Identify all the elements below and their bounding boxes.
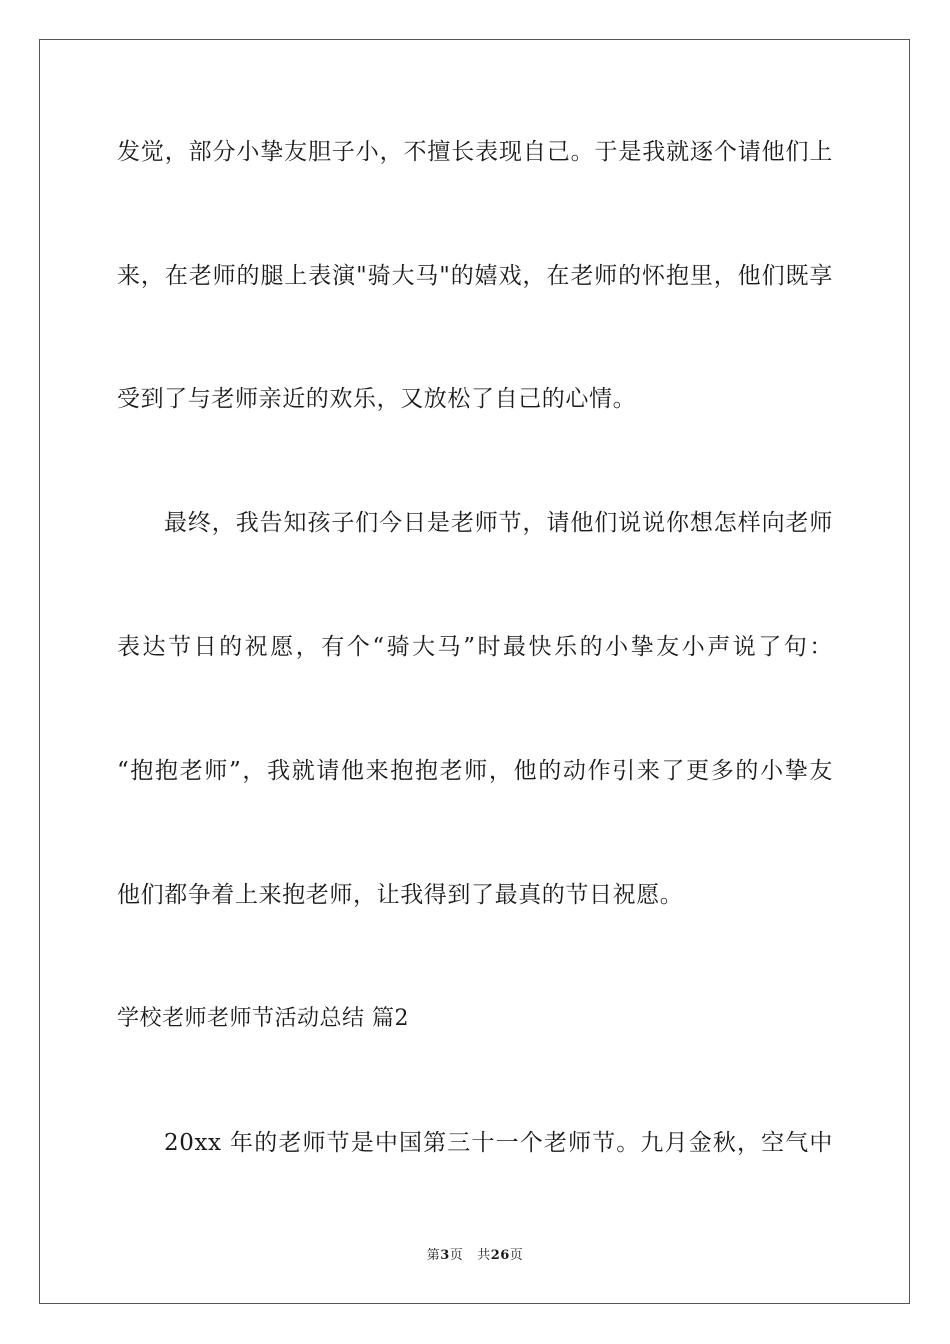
body-line-4: 最终，我告知孩子们今日是老师节，请他们说说你想怎样向老师 (164, 510, 833, 536)
page-footer (0, 1247, 950, 1265)
total-prefix: 共 (477, 1248, 491, 1263)
page-number: 3 (440, 1248, 450, 1263)
body-line-7: 他们都争着上来抱老师，让我得到了最真的节日祝愿。 (117, 882, 684, 908)
body-line-1: 发觉，部分小挚友胆子小，不擅长表现自己。于是我就逐个请他们上 (117, 139, 833, 165)
body-line-2: 来，在老师的腿上表演"骑大马"的嬉戏，在老师的怀抱里，他们既享 (117, 263, 833, 289)
section-heading: 学校老师老师节活动总结 篇2 (117, 1006, 409, 1031)
total-suffix: 页 (509, 1248, 524, 1263)
body-line-6: “抱抱老师”，我就请他来抱抱老师，他的动作引来了更多的小挚友 (117, 758, 833, 784)
page-border (39, 39, 910, 1304)
total-pages: 26 (490, 1248, 510, 1263)
body-line-3: 受到了与老师亲近的欢乐，又放松了自己的心情。 (117, 386, 637, 412)
section-first-line: 20xx 年的老师节是中国第三十一个老师节。九月金秋，空气中 (164, 1130, 833, 1156)
body-line-5: 表达节日的祝愿，有个“骑大马”时最快乐的小挚友小声说了句： (117, 634, 833, 660)
page-prefix: 第 (426, 1248, 441, 1263)
page-suffix: 页 (449, 1248, 464, 1263)
